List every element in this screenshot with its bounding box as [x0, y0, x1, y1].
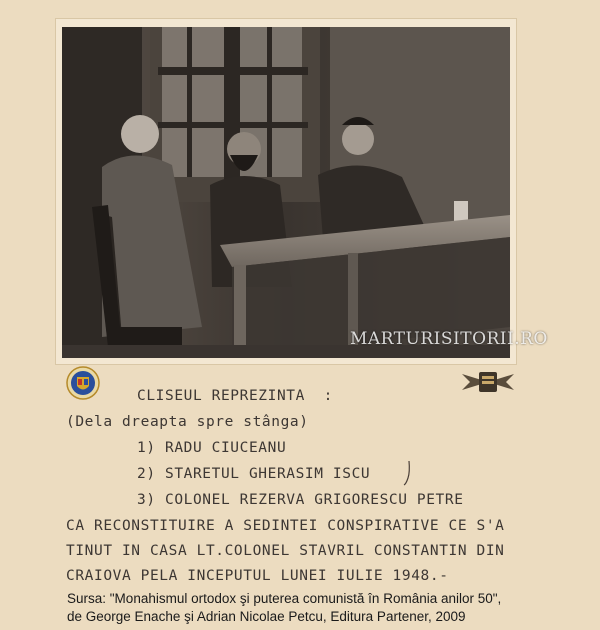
handwritten-pen-mark [403, 460, 413, 486]
source-citation-line-1: Sursa: "Monahismul ortodox şi puterea comunistă în România anilor 50", [67, 591, 502, 606]
caption-description-line-2: TINUT IN CASA LT.COLONEL STAVRIL CONSTANTIN DIN [66, 543, 505, 559]
winged-emblem-icon [460, 368, 516, 396]
photo-scene [62, 27, 510, 358]
caption-heading: CLISEUL REPREZINTA : [137, 388, 333, 404]
photo-watermark: MARTURISITORII.RO [350, 329, 548, 349]
caption-direction: (Dela dreapta spre stânga) [66, 414, 309, 430]
caption-description-line-3: CRAIOVA PELA INCEPUTUL LUNEI IULIE 1948.- [66, 568, 449, 584]
source-citation-line-2: de George Enache şi Adrian Nicolae Petcu, Editura Partener, 2009 [67, 609, 466, 624]
romania-coat-of-arms-icon [66, 366, 100, 400]
caption-person-3: 3) COLONEL REZERVA GRIGORESCU PETRE [137, 492, 464, 508]
archival-photograph [62, 27, 510, 358]
caption-description-line-1: CA RECONSTITUIRE A SEDINTEI CONSPIRATIVE CE S'A [66, 518, 505, 534]
caption-person-1: 1) RADU CIUCEANU [137, 440, 287, 456]
window-shape [150, 27, 320, 202]
caption-person-2: 2) STARETUL GHERASIM ISCU [137, 466, 371, 482]
